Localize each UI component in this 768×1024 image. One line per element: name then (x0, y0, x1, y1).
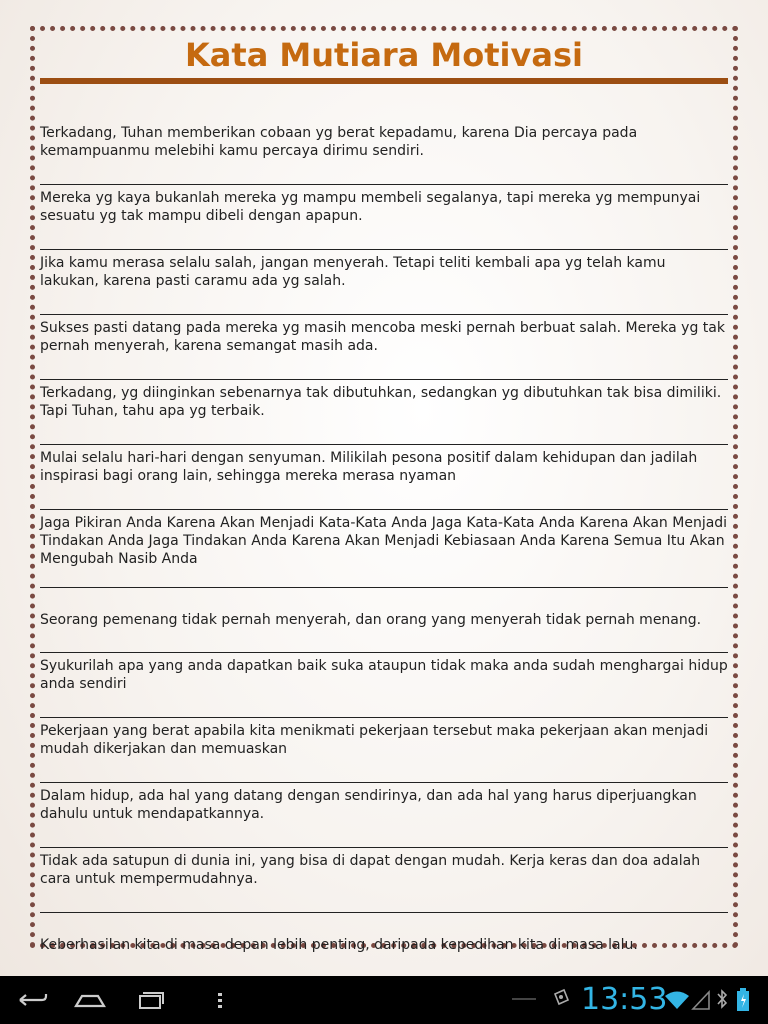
quote-text: Tidak ada satupun di dunia ini, yang bisa di dapat dengan mudah. Kerja keras dan doa adalah cara untuk mempermudahnya. (40, 853, 701, 887)
bluetooth-icon (716, 988, 728, 1014)
list-item[interactable] (40, 315, 728, 380)
battery-icon (736, 988, 750, 1016)
list-item[interactable] (40, 120, 728, 185)
quote-text: Sukses pasti datang pada mereka yg masih mencoba meski pernah berbuat salah. Mereka yg tak pernah menyerah, karena semangat masih ada. (40, 320, 725, 354)
clock: 13:53 (581, 982, 668, 1017)
quote-text: Terkadang, Tuhan memberikan cobaan yg berat kepadamu, karena Dia percaya pada kemampuanmu melebihi kamu percaya dirimu sendiri. (40, 125, 638, 159)
quote-text: Jaga Pikiran Anda Karena Akan Menjadi Kata-Kata Anda Jaga Kata-Kata Anda Karena Akan Menjadi Tindakan Anda Jaga Tindakan Anda Karena Akan Menjadi Kebiasaan Anda Karena Semua Itu Akan Mengubah Nasib Anda (40, 515, 728, 567)
list-item[interactable] (40, 445, 728, 510)
home-button[interactable] (70, 986, 110, 1014)
page-title: Kata Mutiara Motivasi (185, 36, 583, 74)
list-item[interactable] (40, 653, 728, 718)
quote-text: Jika kamu merasa selalu salah, jangan menyerah. Tetapi teliti kembali apa yg telah kamu lakukan, karena pasti caramu ada yg salah. (40, 255, 666, 289)
notification-line-icon (512, 998, 536, 1000)
quote-list[interactable] (40, 120, 728, 978)
main-content (40, 30, 728, 953)
screenshot-icon (552, 988, 570, 1012)
list-item[interactable] (40, 783, 728, 848)
list-item[interactable] (40, 510, 728, 588)
list-item[interactable] (40, 913, 728, 978)
quote-text: Syukurilah apa yang anda dapatkan baik suka ataupun tidak maka anda sudah menghargai hidup anda sendiri (40, 658, 728, 692)
list-item[interactable] (40, 718, 728, 783)
back-icon (12, 986, 52, 1014)
system-navigation-bar (0, 976, 768, 1024)
signal-icon (692, 990, 710, 1014)
quote-text: Pekerjaan yang berat apabila kita menikmati pekerjaan tersebut maka pekerjaan akan menjadi mudah dikerjakan dan memuaskan (40, 723, 709, 757)
recent-apps-button[interactable] (130, 986, 170, 1014)
quote-text: Terkadang, yg diinginkan sebenarnya tak dibutuhkan, sedangkan yg dibutuhkan tak bisa dimiliki. Tapi Tuhan, tahu apa yg terbaik. (40, 385, 722, 419)
home-icon (70, 986, 110, 1014)
menu-button[interactable] (200, 986, 240, 1014)
list-item[interactable] (40, 250, 728, 315)
title-divider (40, 78, 728, 84)
list-item[interactable] (40, 848, 728, 913)
recent-apps-icon (130, 986, 170, 1014)
quote-text: Seorang pemenang tidak pernah menyerah, dan orang yang menyerah tidak pernah menang. (40, 612, 702, 628)
quote-text: Mulai selalu hari-hari dengan senyuman. Milikilah pesona positif dalam kehidupan dan jadilah inspirasi bagi orang lain, sehingga mereka merasa nyaman (40, 450, 698, 484)
list-item[interactable] (40, 185, 728, 250)
list-item[interactable] (40, 380, 728, 445)
quote-text: Keberhasilan kita di masa depan lebih penting, daripada kepedihan kita di masa lalu. (40, 937, 638, 953)
quote-text: Dalam hidup, ada hal yang datang dengan sendirinya, dan ada hal yang harus diperjuangkan dahulu untuk mendapatkannya. (40, 788, 697, 822)
list-item[interactable] (40, 588, 728, 653)
wifi-icon (664, 990, 690, 1014)
overflow-menu-icon (200, 986, 240, 1014)
quote-text: Mereka yg kaya bukanlah mereka yg mampu membeli segalanya, tapi mereka yg mempunyai sesuatu yg tak mampu dibeli dengan apapun. (40, 190, 701, 224)
back-button[interactable] (12, 986, 52, 1014)
